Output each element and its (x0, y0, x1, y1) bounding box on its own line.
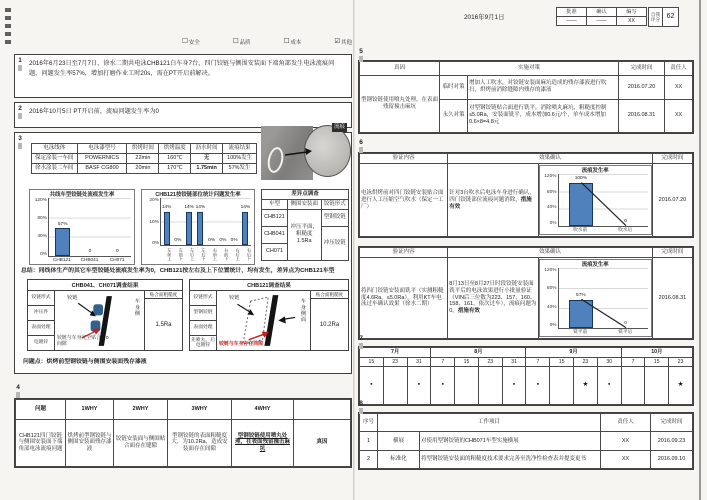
milestone-row (360, 367, 693, 405)
section-number: 6 (359, 139, 363, 153)
table-row: CH071 (262, 243, 349, 260)
table-row: CHB121 冲压平面，粗糙度1.5Ra 型钢铰链 (262, 209, 349, 226)
bar (164, 212, 170, 245)
checkbox-item (334, 38, 352, 46)
checkbox-label: 品质 (239, 40, 251, 46)
score-value: 62 (663, 8, 679, 27)
chart-milling-effect: 流痕发生率 120% 80% 40% 0% 57% 0 铣平前 铣平后 (539, 259, 652, 337)
section-number: 4 (16, 384, 20, 398)
table-row: 2 标准化 将型钢铰链安装面的粗糙度技术要求完善至洗净性检查表并提变更书 XX 2016.09.10 (360, 450, 693, 468)
day-row: 15 23 31 7 15 23 31 7 15 23 30 7 15 23 (360, 357, 693, 367)
contact-note: 铰链与车身完全贴合，0间隙 (57, 335, 109, 347)
section-number: 1 (18, 57, 22, 71)
section-verification-2 (358, 246, 694, 340)
page-right-edge (699, 0, 701, 500)
checkbox-icon: ☐ (182, 37, 188, 45)
attribute-column: 铰链形式 冲压件 表面处理 电镀锌 (28, 291, 55, 350)
x-axis-labels: 吹水前 吹水后 (573, 226, 633, 232)
difference-table: 差异点调查 车型 侧围安装面 铰链形式 CHB121 冲压平面，粗糙度1.5Ra 型钢铰链 CHB041 冲压铰链 CH071 (261, 189, 349, 261)
sign-value: XX (617, 17, 647, 26)
section-background (14, 54, 352, 98)
countermeasure-table: 真因 实施对策 完成时间 责任人 型钢铰链使用喷丸处理，在表面残留撞击麻坑 临时对策 增加人工吹水，对铰链安装面麻坑造成的残存漆液进行吹扫，烘烤前消除缝隙内残存的漆液 2016.07.20 XX 永久对策 对型钢铰链贴合面进行铣平，消除喷丸麻坑，粗糙度控制≤5.0Ra，安装面铣平，成本增加0.6元/个，单车成本增加0.6×8=4.8元 2016.08.31 XX (359, 61, 693, 133)
hinge-label: 铰链 (229, 295, 240, 301)
table-row: 型钢铰链使用喷丸处理，在表面残留撞击麻坑 临时对策 增加人工吹水，对铰链安装面麻坑造成的残存漆液进行吹扫，烘烤前消除缝隙内残存的漆液 2016.07.20 XX (360, 75, 693, 99)
hinge-label: 铰链 (67, 295, 78, 301)
effect-note: 针对3台吹水后电泳车身进行确认，四门铰链部位流痕问题消除，措施有效 (448, 164, 538, 237)
sign-header: 编写 (617, 8, 647, 17)
milestone-marker (455, 367, 479, 405)
checkbox-label: 成本 (290, 40, 302, 46)
milestone-marker: ▪ (526, 367, 550, 405)
callout-arrow-icon (283, 147, 313, 159)
defect-photo (261, 123, 351, 183)
section-investigation (14, 124, 352, 374)
checkbox-item (284, 38, 302, 46)
hinge-diagram (217, 291, 310, 350)
signature-table (556, 7, 647, 26)
milestone-marker (550, 367, 574, 405)
attribute-column: 铰链形式 型钢铰链 表面处理 先喷丸，后电镀锌 (190, 291, 217, 350)
line-comparison-table: 电泳线体 电泳漆型号 烘烤时间 烘烤温度 沥水时间 流痕结果 保定涂装一车间 POWERNICS 22min 160℃ 无 100%发生 徐水涂装二车间 BASF CG800 20min 170℃ 1.75min 57%发生 (31, 143, 257, 174)
inv-table-other-models: CHB041、CH071调查结果 铰链形式 冲压件 表面处理 电镀锌 铰链 铰链与车身完全贴合，0间隙 车身侧 贴合面粗糙度 1.5Ra (27, 279, 183, 351)
plot-area: 14% 0% 14% 14% 0% 0% 0% 14% (160, 198, 251, 246)
verification-table: 验证内容 效果确认 完成时间 将四门铰链安装面铣平（实测粗糙度4.6Ra，≤5.0Ra），利用KT车电泳过车确认效果（徐水二期） 8月13日至8月27日时段铰链安装面铣平后的电泳效果进行小批量验证（VIN后三位数为223、157、160、158、161，依次过车），流痕问题为0，措施有效 流痕发生率 120% 80% 40% 0% 57% 0 铣平前 铣平后 2016.08.31 (359, 247, 693, 339)
section-verification-1 (358, 152, 694, 238)
y-axis-ticks: 120% 80% 40% 0% (34, 198, 47, 257)
milestone-marker (478, 367, 502, 405)
chart-title: 共线车型铰链处流痕发生率 (49, 192, 115, 198)
section-countermeasures (358, 60, 694, 134)
table-row: 徐水涂装二车间 BASF CG800 20min 170℃ 1.75min 57%发生 (32, 163, 257, 173)
table-row: 永久对策 对型钢铰链贴合面进行铣平，消除喷丸麻坑，粗糙度控制≤5.0Ra，安装面铣平，成本增加0.6元/个，单车成本增加0.6×8=4.8元 2016.08.31 XX (360, 99, 693, 132)
chart-hinge-positions (141, 189, 255, 265)
checkbox-icon: ☐ (232, 37, 239, 45)
section-number: 3 (18, 135, 22, 149)
checkbox-checked-icon: ☑ (334, 37, 341, 45)
y-axis-ticks: 120% 80% 40% 0% (544, 174, 557, 226)
roughness-column: 贴合面粗糙度 10.2Ra (310, 291, 348, 350)
milestone-marker: ▪ (360, 367, 384, 405)
investigation-summary: 总结：同线体生产的其它车型铰链处流痕发生率为0，CHB121按左右及上下位置统计，均有发生，差异点为CHB121车型 (21, 268, 335, 274)
table-row: 将四门铰链安装面铣平（实测粗糙度4.6Ra，≤5.0Ra），利用KT车电泳过车确认效果（徐水二期） 8月13日至8月27日时段铰链安装面铣平后的电泳效果进行小批量验证（VIN后三位数为223、157、160、158、161，依次过车），流痕问题为0，措施有效 流痕发生率 120% 80% 40% 0% 57% 0 铣平前 铣平后 2016.08.31 (360, 258, 693, 339)
checkbox-icon: ☐ (283, 37, 290, 45)
star-icon: ★ (574, 367, 598, 405)
table-row: 电泳烘烤前对四门铰链安装贴合面进行人工压缩空气吹水（保定一工厂） 针对3台吹水后电泳车身进行确认，四门铰链部位流痕问题消除，措施有效 流痕发生率 120% 80% 40% 0% 100% 0 吹水前 吹水后 2016.07.20 (360, 164, 693, 237)
section-why-analysis (14, 398, 352, 468)
checkbox-label: 安全 (188, 40, 200, 46)
chart-blowoff-effect: 流痕发生率 120% 80% 40% 0% 100% 0 吹水前 吹水后 (539, 165, 652, 235)
plot-area: 57% 0 (558, 268, 648, 329)
page-fold-divider (353, 0, 355, 500)
score-label: 自我评分 (649, 8, 663, 27)
checkbox-item (233, 38, 251, 46)
schedule-calendar (359, 347, 693, 405)
why-table: 问题 1WHY 2WHY 3WHY 4WHY CHB121四门铰链与侧围安装面下端角部电泳流痕问题 烘烤前型钢铰链与侧围安装面残存漆液 铰链安装面与侧围贴合面存在缝隙 型钢铰链的表面粗糙度大，为10.2Ra，造成安装面存在间隙 型钢铰链使用喷丸处理，在表面残留撞击麻坑 真因 (15, 399, 351, 467)
table-row: CHB121四门铰链与侧围安装面下端角部电泳流痕问题 烘烤前型钢铰链与侧围安装面残存漆液 铰链安装面与侧围贴合面存在缝隙 型钢铰链的表面粗糙度大，为10.2Ra，造成安装面存在间隙 型钢铰链使用喷丸处理，在表面残留撞击麻坑 真因 (16, 419, 351, 466)
y-axis-ticks: 20% 10% 0% (149, 198, 159, 246)
bar (197, 212, 203, 245)
root-cause-cell: 型钢铰链使用喷丸处理，在表面残留撞击麻坑 (360, 75, 440, 132)
table-row: 保定涂装一车间 POWERNICS 22min 160℃ 无 100%发生 (32, 153, 257, 163)
hinge-diagram (55, 291, 144, 350)
background-text: 2016年6月23日至7月7日，徐水二期共电泳CHB121白车身7台，四门铰链与侧围安装面下端角部发生电泳流痕问题，问题发生率57%，增加打磨作业工时20s，需在PT开启前解决。 (29, 60, 335, 77)
bar (242, 212, 248, 245)
trend-line (559, 174, 648, 226)
report-date: 2016年9月1日 (464, 14, 505, 21)
section-number: 2 (18, 105, 22, 119)
gap-note: 铰链与车身存在间隙 (219, 341, 264, 347)
x-axis-labels: CHB121 CHB041 CH071 (52, 256, 125, 262)
milestone-marker: ▪ (407, 367, 431, 405)
sign-value: —— (587, 17, 617, 26)
effect-note: 8月13日至8月27日时段铰链安装面铣平后的电泳效果进行小批量验证（VIN后三位数为223、157、160、158、161，依次过车），流痕问题为0，措施有效 (448, 258, 538, 339)
table-row: CHB041 冲压铰链 (262, 226, 349, 243)
milestone-marker (645, 367, 669, 405)
star-icon: ★ (669, 367, 693, 405)
sign-header: 批准 (557, 8, 587, 17)
section-work-plan (358, 412, 694, 470)
category-checkboxes (182, 38, 352, 46)
body-side-label: 车身侧 (134, 298, 140, 317)
defect-tag: 流痕 (333, 124, 345, 130)
checkbox-label: 其他 (341, 40, 352, 46)
milestone-marker (621, 367, 645, 405)
chart-shared-models (29, 189, 135, 265)
milestone-marker: ▪ (502, 367, 526, 405)
bar (55, 228, 70, 255)
milestone-marker (383, 367, 407, 405)
section-number: 8 (359, 400, 363, 414)
section-number: 5 (359, 48, 363, 62)
chart-title: CHB121按铰链部位统计问题发生率 (155, 192, 241, 198)
trend-line (559, 268, 648, 328)
target-text: 2016年10月5日 PT开启前，流痕问题发生率为0 (29, 108, 159, 115)
body-side-label: 车身侧面 (300, 298, 306, 323)
checkbox-item (182, 38, 200, 46)
plot-area: 57% 0 0 (48, 198, 131, 257)
scan-artifact (5, 8, 11, 44)
table-row: 1 横展 对使用型钢铰链的CHB071车型实施横展 XX 2016.09.23 (360, 432, 693, 450)
self-score-box (648, 7, 679, 27)
sign-value: —— (557, 17, 587, 26)
y-axis-ticks: 120% 80% 40% 0% (544, 268, 557, 328)
inv-table-chb121: CHB121调查结果 铰链形式 型钢铰链 表面处理 先喷丸，后电镀锌 铰链 铰链与车身存在间隙 车身侧面 贴合面粗糙度 10.2Ra (189, 279, 349, 351)
problem-point: 问题点：烘烤前型钢铰链与侧围安装面残存漆液 (23, 359, 147, 365)
bar (186, 212, 192, 245)
x-axis-labels: 铣平前 铣平后 (573, 328, 633, 334)
verification-table: 验证内容 效果确认 完成时间 电泳烘烤前对四门铰链安装贴合面进行人工压缩空气吹水（保定一工厂） 针对3台吹水后电泳车身进行确认，四门铰链部位流痕问题消除，措施有效 流痕发生率 120% 80% 40% 0% 100% 0 吹水前 吹水后 2016.07.20 (359, 153, 693, 237)
milestone-marker: ▪ (597, 367, 621, 405)
section-number: 7 (359, 335, 363, 349)
x-axis-labels: 左前上 左前下 左后上 左后下 右前上 右前下 右后上 右后下 (167, 247, 252, 261)
milestone-marker: ▪ (431, 367, 455, 405)
plot-area: 100% 0 (558, 174, 648, 227)
roughness-column: 贴合面粗糙度 1.5Ra (144, 291, 182, 350)
month-row: 7月 8月 9月 10月 (360, 348, 693, 358)
section-schedule (358, 346, 694, 406)
sign-header: 确认 (587, 8, 617, 17)
work-plan-table: 序号 工作项目 责任人 完成时间 1 横展 对使用型钢铰链的CHB071车型实施横展 XX 2016.09.23 2 标准化 将型钢铰链安装面的粗糙度技术要求完善至洗净性检查表并提变更书 XX 2016.09.10 (359, 413, 693, 469)
